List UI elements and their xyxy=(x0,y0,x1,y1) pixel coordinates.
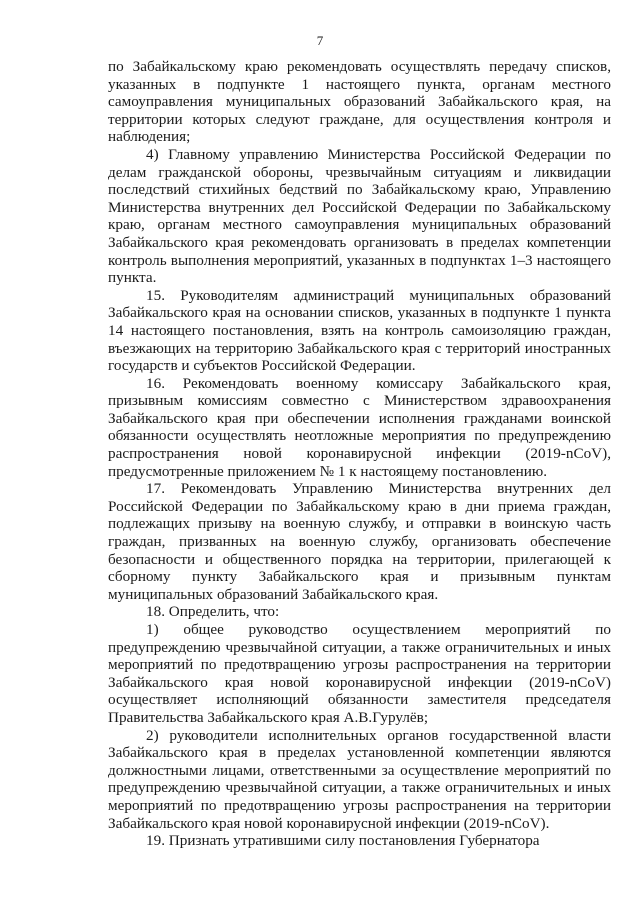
paragraph-item-16: 16. Рекомендовать военному комиссару Забайкальского края, призывным комиссиям совместно с Министерством здравоохранения Забайкальского края при обеспечении исполнения гражданами воинской обязанности осуществлять неотложные мероприятия по предупреждению распространения новой коронавирусной инфекции (2019-nCoV), предусмотренные приложением № 1 к настоящему постановлению. xyxy=(108,374,611,480)
paragraph-continuation: по Забайкальскому краю рекомендовать осуществлять передачу списков, указанных в подпункте 1 настоящего пункта, органам местного самоуправления муниципальных образований Забайкальского края, на территории которых следуют граждане, для осуществления контроля и наблюдения; xyxy=(108,58,611,146)
paragraph-item-17: 17. Рекомендовать Управлению Министерства внутренних дел Российской Федерации по Забайкальскому краю в дни приема граждан, подлежащих призыву на военную службу, и отправки в воинскую часть граждан, призванных на военную службу, организовать обеспечение безопасности и общественного порядка на территории, прилегающей к сборному пункту Забайкальского края и призывным пунктам муниципальных образований Забайкальского края. xyxy=(108,480,611,603)
paragraph-subitem-4: 4) Главному управлению Министерства Российской Федерации по делам гражданской обороны, чрезвычайным ситуациям и ликвидации последствий стихийных бедствий по Забайкальскому краю, Управлению Министерства внутренних дел Российской Федерации по Забайкальскому краю, органам местного самоуправления муниципальных образований Забайкальского края рекомендовать организовать в пределах компетенции контроль выполнения мероприятий, указанных в подпунктах 1–3 настоящего пункта. xyxy=(108,145,611,287)
paragraph-item-19: 19. Признать утратившими силу постановления Губернатора xyxy=(146,832,540,850)
paragraph-subitem-18-1: 1) общее руководство осуществлением мероприятий по предупреждению чрезвычайной ситуации, а также ограничительных и иных мероприятий по предотвращению угрозы распространения на территории Забайкальского края новой коронавирусной инфекции (2019-nCoV) осуществляет исполняющий обязанности заместителя председателя Правительства Забайкальского края А.В.Гурулёв; xyxy=(108,621,611,726)
document-body xyxy=(108,58,611,850)
paragraph-item-18: 18. Определить, что: xyxy=(146,603,280,621)
paragraph-subitem-18-2: 2) руководители исполнительных органов государственной власти Забайкальского края в пределах установленной компетенции являются должностными лицами, ответственными за осуществление мероприятий по предупреждению чрезвычайной ситуации, а также ограничительных и иных мероприятий по предотвращению угрозы распространения на территории Забайкальского края новой коронавирусной инфекции (2019-nCoV). xyxy=(108,726,611,832)
page-number: 7 xyxy=(316,33,324,48)
paragraph-item-15: 15. Руководителям администраций муниципальных образований Забайкальского края на основании списков, указанных в подпункте 1 пункта 14 настоящего постановления, взять на контроль самоизоляцию граждан, въезжающих на территорию Забайкальского края с территорий иностранных государств и субъектов Российской Федерации. xyxy=(108,286,611,375)
